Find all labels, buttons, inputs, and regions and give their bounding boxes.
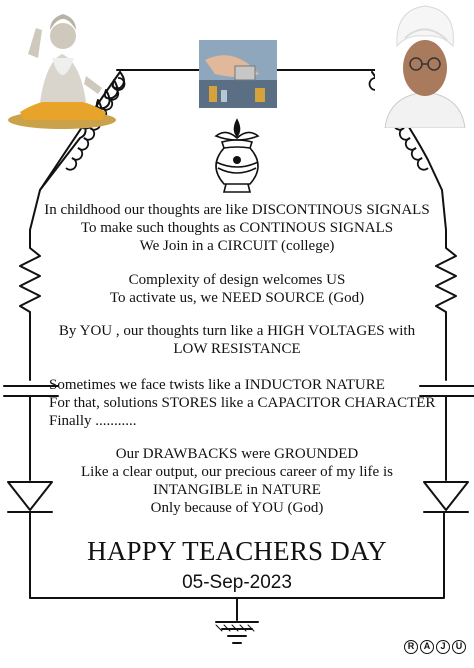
signature-letter: R: [404, 640, 418, 654]
kalash-icon: [202, 116, 272, 196]
message-line: To activate us, we NEED SOURCE (God): [109, 290, 365, 306]
message-line: Sometimes we face twists like a INDUCTOR NATURE: [49, 377, 385, 393]
signature-letter: U: [452, 640, 466, 654]
message-line: In childhood our thoughts are like DISCONTINOUS SIGNALS: [44, 202, 430, 218]
message-line: Finally ...........: [49, 413, 137, 429]
message-line: We Join in a CIRCUIT (college): [139, 238, 335, 254]
greeting-title: HAPPY TEACHERS DAY: [87, 536, 387, 566]
message-line: Our DRAWBACKS were GROUNDED: [115, 446, 359, 462]
message-line: Complexity of design welcomes US: [128, 272, 346, 288]
sage-image: [6, 2, 118, 130]
signature: [404, 640, 466, 654]
ground-symbol: [216, 598, 258, 643]
signature-letter: A: [420, 640, 434, 654]
greeting-date: 05-Sep-2023: [182, 572, 292, 593]
message-line: Only because of YOU (God): [150, 500, 324, 516]
message-line: For that, solutions STORES like a CAPACITOR CHARACTER: [49, 395, 436, 411]
message-line: INTANGIBLE in NATURE: [153, 482, 321, 498]
message-line: LOW RESISTANCE: [173, 341, 301, 357]
signature-letter: J: [436, 640, 450, 654]
hand-with-chip-photo: [199, 40, 277, 108]
message-line: By YOU , our thoughts turn like a HIGH VOLTAGES with: [58, 323, 416, 339]
message-line: To make such thoughts as CONTINOUS SIGNALS: [80, 220, 394, 236]
turbaned-man-portrait: [375, 0, 474, 128]
message-line: Like a clear output, our precious career of my life is: [81, 464, 393, 480]
